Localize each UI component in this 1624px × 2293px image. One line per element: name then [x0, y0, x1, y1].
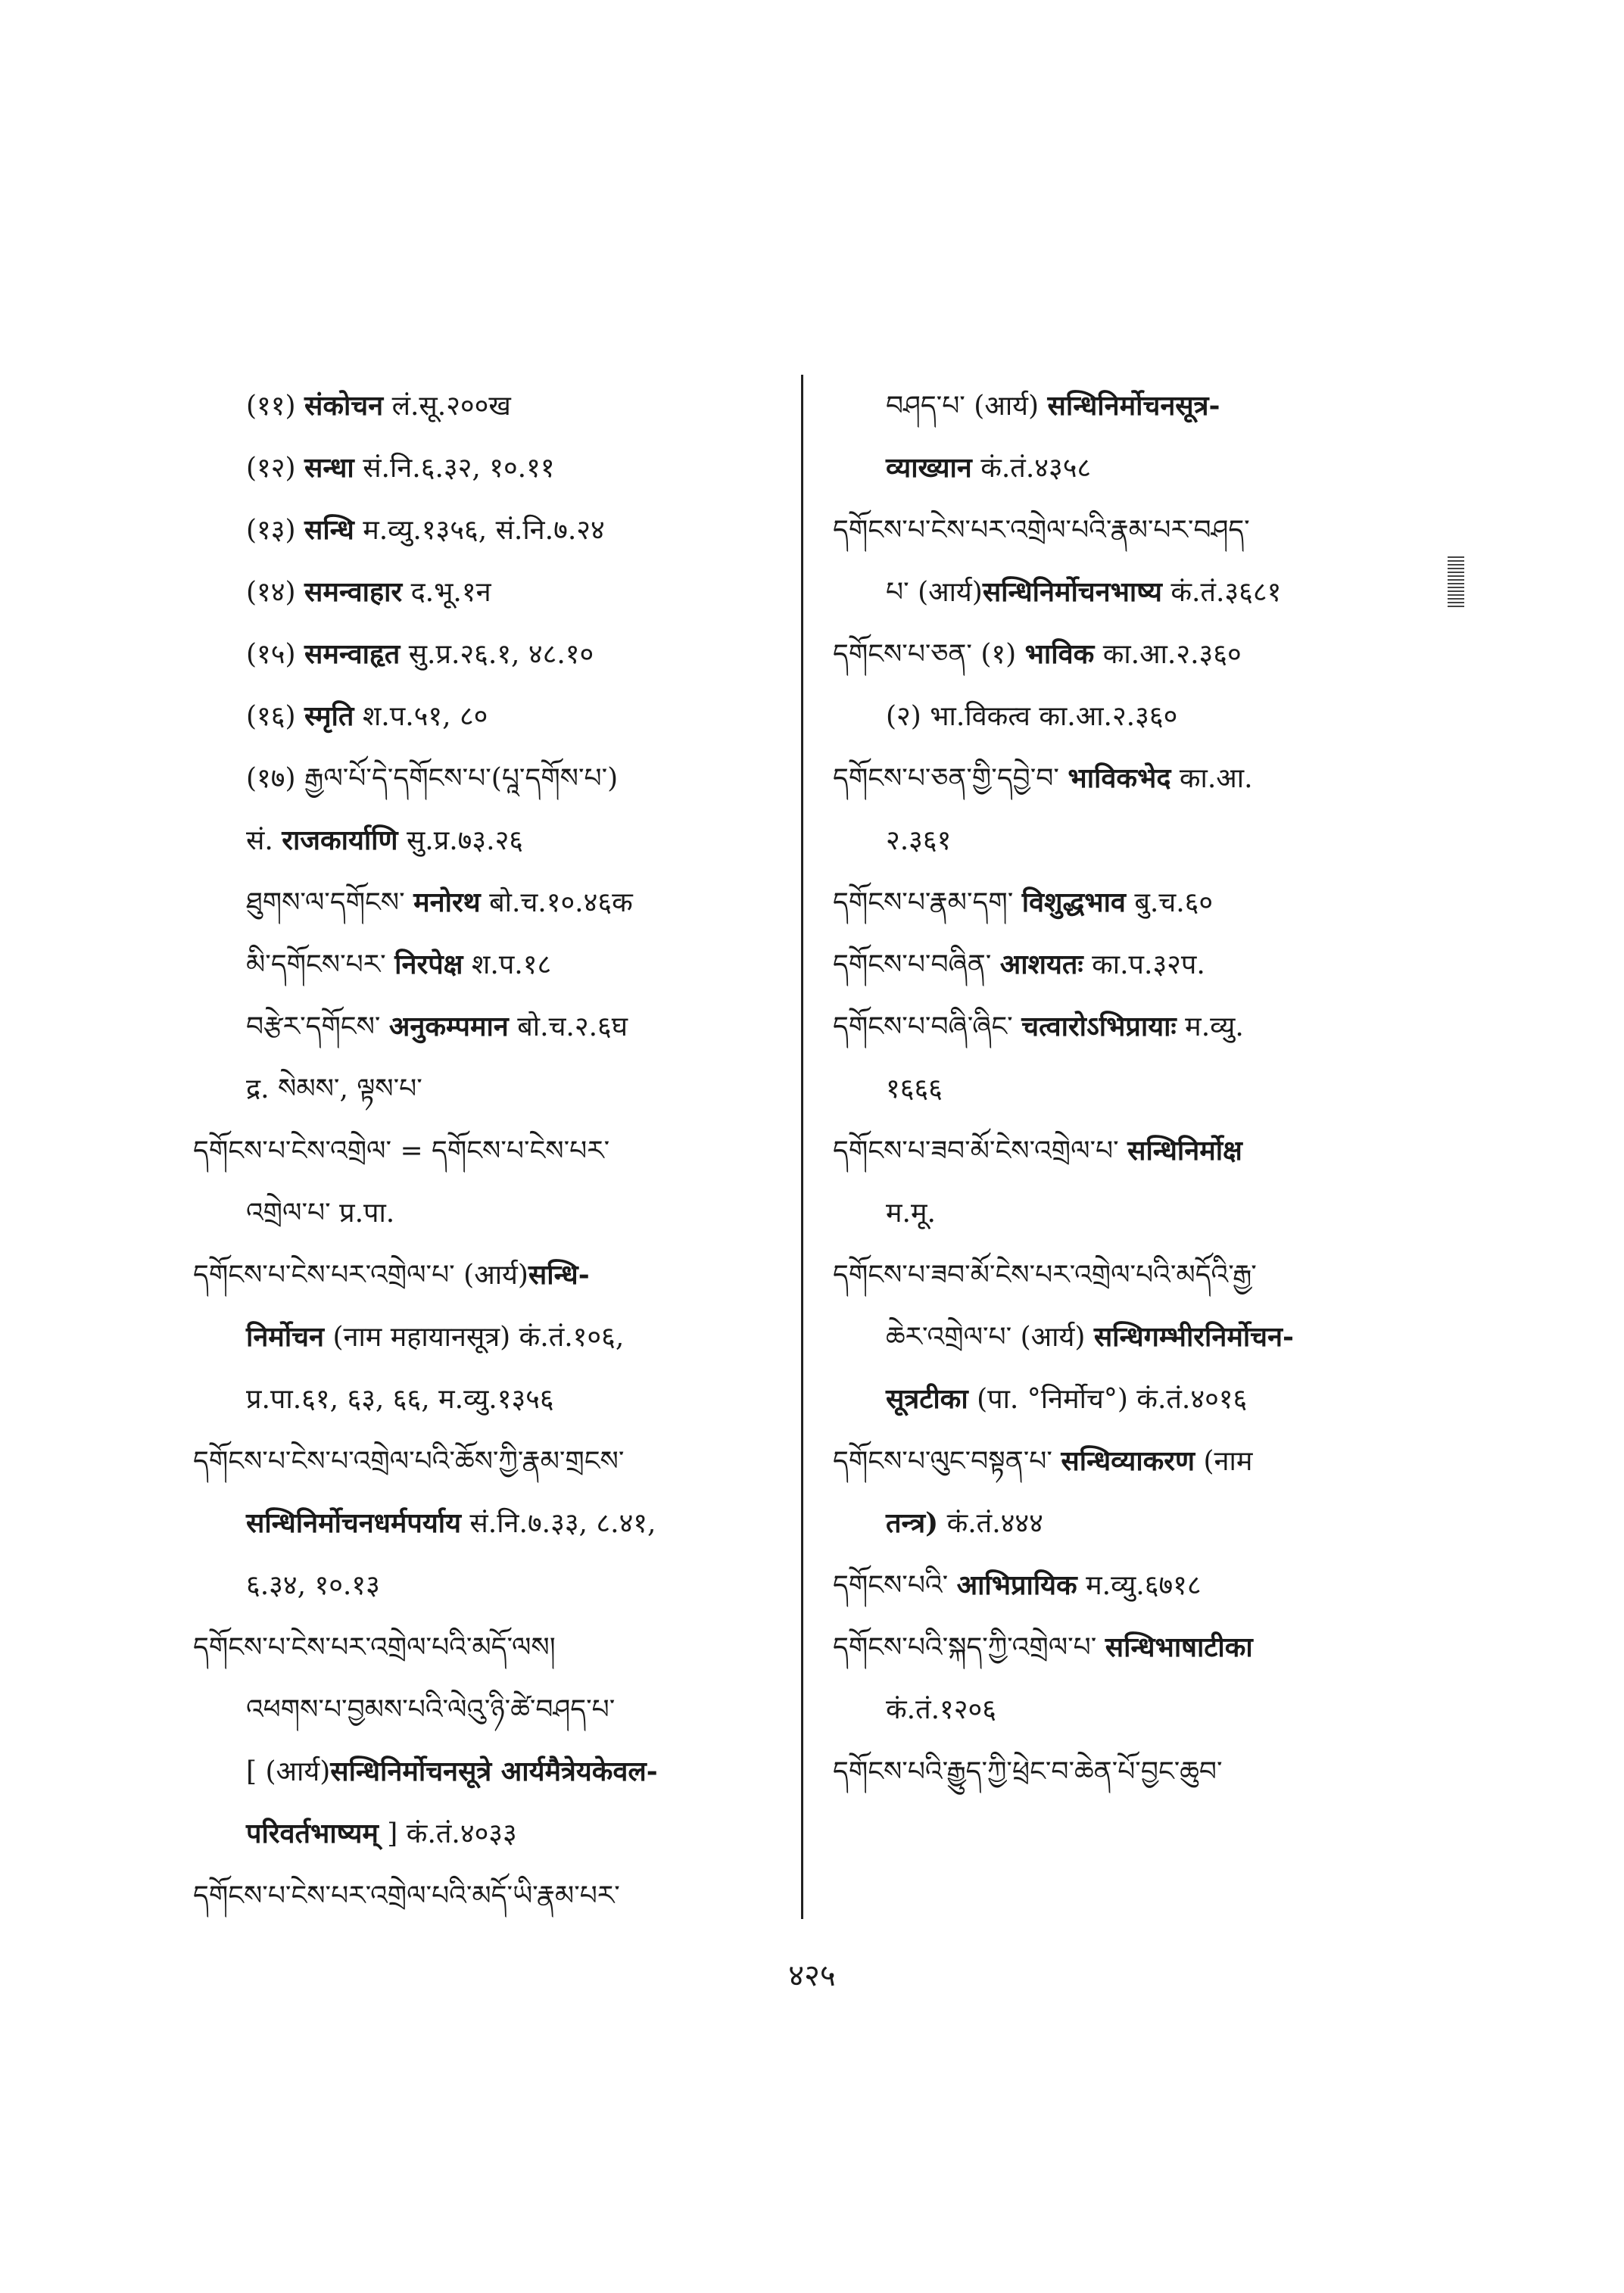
dictionary-line: [193, 1058, 791, 1120]
entry-text: बो.च.२.६घ: [508, 1011, 628, 1042]
left-column: [193, 375, 791, 1927]
entry-text: म.मू.: [886, 1198, 936, 1229]
dictionary-line: [833, 1678, 1439, 1740]
dictionary-line: [833, 933, 1439, 995]
dictionary-line: [193, 499, 791, 561]
entry-text: དགོངས་པ་ཟབ་མོ་ངེས་འགྲེལ་པ་: [833, 1136, 1128, 1167]
entry-text: (१७): [246, 763, 304, 794]
dictionary-line: [193, 1244, 791, 1306]
dictionary-line: [193, 871, 791, 933]
entry-text: དགོངས་པ་ཅན་གྱི་དབྱེ་བ་: [833, 763, 1068, 794]
entry-text: (२) भा.विकत्व का.आ.२.३६०: [886, 701, 1178, 732]
headword-sanskrit: तन्त्र): [886, 1507, 939, 1539]
dictionary-line: [833, 499, 1439, 561]
entry-text: བརྩེར་དགོངས་: [246, 1011, 389, 1042]
headword-sanskrit: राजकार्याणि: [282, 824, 398, 856]
headword-sanskrit: आशयतः: [999, 949, 1083, 980]
entry-text: དགོངས་པ་ངེས་པར་འགྲེལ་པའི་མདོ་ཡི་རྣམ་པར་: [193, 1880, 620, 1911]
dictionary-line: [833, 995, 1439, 1058]
dictionary-line: [833, 1058, 1439, 1120]
dictionary-line: [193, 561, 791, 623]
headword-sanskrit: सन्धिनिर्मोचनधर्मपर्याय: [246, 1507, 461, 1539]
dictionary-line: [193, 1865, 791, 1927]
headword-sanskrit: भाविक: [1024, 638, 1095, 670]
entry-text: सं.नि.६.३२, १०.११: [354, 453, 555, 484]
entry-text: དགོངས་པ་ངེས་པ་འགྲེལ་པའི་ཆོས་ཀྱི་རྣམ་གྲངས་: [193, 1446, 625, 1477]
headword-sanskrit: सन्धिनिर्मोचनसूत्र-: [1047, 390, 1220, 422]
entry-text: द.भू.१न: [402, 577, 491, 608]
page-number: ४२५: [788, 1958, 836, 1993]
headword-sanskrit: सन्धि: [304, 514, 354, 546]
dictionary-line: [193, 1616, 791, 1678]
entry-text: प्र.पा.६१, ६३, ६६, म.व्यु.१३५६: [246, 1384, 554, 1415]
headword-sanskrit: चत्वारोऽभिप्रायाः: [1021, 1011, 1177, 1042]
entry-text: ] कं.तं.४०३३: [378, 1818, 517, 1849]
dictionary-line: [833, 1492, 1439, 1554]
entry-text: [ (आर्य): [246, 1756, 331, 1787]
headword-sanskrit: भाविकभेद: [1068, 762, 1171, 794]
dictionary-line: [833, 561, 1439, 623]
headword-sanskrit: आभिप्रायिक: [956, 1569, 1077, 1601]
dictionary-line: [193, 809, 791, 871]
margin-marker: [1448, 556, 1464, 608]
dictionary-line: [833, 747, 1439, 809]
entry-text: དགོངས་པའི་སྐད་ཀྱི་འགྲེལ་པ་: [833, 1632, 1105, 1663]
entry-text: ཐུགས་ལ་དགོངས་: [246, 887, 414, 918]
entry-text: द्र.: [246, 1073, 279, 1104]
dictionary-line: [833, 1306, 1439, 1368]
entry-text: དགོངས་པ་ཟབ་མོ་ངེས་པར་འགྲེལ་པའི་མདོའི་རྒྱ་: [833, 1260, 1257, 1291]
entry-text: དགོངས་པ་ལུང་བསྟན་པ་: [833, 1446, 1061, 1477]
entry-text: (पा. °निर्मोच°) कं.तं.४०१६: [968, 1384, 1248, 1415]
entry-text: དགོངས་པ་ངེས་པར་འགྲེལ་པའི་རྣམ་པར་བཤད་: [833, 515, 1250, 546]
entry-text: (१२): [246, 453, 304, 484]
dictionary-line: [193, 623, 791, 685]
headword-sanskrit: व्याख्यान: [886, 452, 972, 484]
dictionary-line: [193, 995, 791, 1058]
entry-text: १६६६: [886, 1073, 943, 1104]
entry-text: དགོངས་པའི་: [833, 1570, 957, 1601]
entry-text: ཆེར་འགྲེལ་པ་ (आर्य): [886, 1322, 1094, 1353]
dictionary-line: [833, 1554, 1439, 1616]
dictionary-line: [193, 1740, 791, 1802]
dictionary-line: [193, 375, 791, 437]
entry-text: म.व्यु.६७१८: [1077, 1570, 1202, 1601]
headword-sanskrit: समन्वाहार: [304, 576, 403, 608]
headword-sanskrit: मनोरथ: [413, 886, 481, 918]
entry-text: དགོངས་པ་ངེས་པར་འགྲེལ་པའི་མདོ་ལས།: [193, 1632, 556, 1663]
entry-text: དགོངས་པ་ངེས་པར་འགྲེལ་པ་ (आर्य): [193, 1260, 528, 1291]
entry-text: པ་ (आर्य): [886, 577, 983, 608]
entry-text: དགོངས་པ་བཞིན་: [833, 949, 1000, 980]
dictionary-line: [193, 747, 791, 809]
entry-text: དགོངས་པ་ངེས་འགྲེལ་ = དགོངས་པ་ངེས་པར་: [193, 1136, 610, 1167]
headword-sanskrit: स्मृति: [304, 700, 354, 732]
entry-text: २.३६१: [886, 825, 952, 856]
dictionary-line: [193, 1368, 791, 1430]
entry-text: कं.तं.३६८१: [1161, 577, 1282, 608]
entry-text: ६.३४, १०.१३: [246, 1570, 380, 1601]
entry-text: श.प.१८: [463, 949, 552, 980]
dictionary-line: [833, 685, 1439, 747]
dictionary-line: [833, 375, 1439, 437]
headword-sanskrit: सन्धि-: [528, 1259, 590, 1291]
entry-text: བཤད་པ་ (आर्य): [886, 391, 1048, 422]
entry-text: सं.: [246, 825, 282, 856]
headword-sanskrit: अनुकम्पमान: [388, 1011, 509, 1042]
right-column: [833, 375, 1439, 1802]
entry-text: (१४): [246, 577, 304, 608]
entry-text: (१५): [246, 639, 304, 670]
entry-text: प्र.पा.: [339, 1198, 395, 1229]
entry-text: कं.तं.१२०६: [886, 1694, 996, 1725]
entry-text: མི་དགོངས་པར་: [246, 949, 395, 980]
entry-text: དགོངས་པ་རྣམ་དག་: [833, 887, 1022, 918]
dictionary-line: [833, 1182, 1439, 1244]
entry-text: (नाम महायानसूत्र) कं.तं.१०६,: [324, 1322, 625, 1353]
entry-text: बो.च.१०.४६क: [480, 887, 633, 918]
dictionary-line: [833, 1616, 1439, 1678]
headword-sanskrit: सन्धिभाषाटीका: [1105, 1631, 1253, 1663]
headword-sanskrit: सन्धिनिर्मोक्ष: [1127, 1135, 1242, 1167]
entry-text: का.आ.: [1170, 763, 1253, 794]
entry-text: འགྲེལ་པ་: [246, 1198, 340, 1229]
dictionary-line: [833, 809, 1439, 871]
headword-sanskrit: संकोचन: [304, 390, 384, 422]
headword-sanskrit: सन्धिव्याकरण: [1061, 1445, 1195, 1477]
dictionary-line: [193, 1430, 791, 1492]
headword-sanskrit: निर्मोचन: [246, 1321, 324, 1353]
dictionary-line: [193, 1678, 791, 1740]
dictionary-line: [833, 1244, 1439, 1306]
entry-text: (११): [246, 391, 304, 422]
headword-sanskrit: सन्धिनिर्मोचनभाष्य: [982, 576, 1162, 608]
dictionary-line: [833, 1120, 1439, 1182]
headword-sanskrit: सूत्रटीका: [886, 1383, 968, 1415]
entry-text: लं.सू.२००ख: [383, 391, 511, 422]
dictionary-line: [193, 1120, 791, 1182]
headword-sanskrit: सन्धिगम्भीरनिर्मोचन-: [1093, 1321, 1294, 1353]
headword-sanskrit: विशुद्धभाव: [1021, 886, 1126, 918]
headword-sanskrit: सन्धा: [304, 452, 354, 484]
entry-text: म.व्यु.१३५६, सं.नि.७.२४: [354, 515, 605, 546]
entry-text: का.प.३२प.: [1083, 949, 1205, 980]
entry-text: སེམས་, ལྟས་པ་: [278, 1073, 422, 1104]
entry-text: (१३): [246, 515, 304, 546]
dictionary-line: [833, 437, 1439, 499]
dictionary-line: [193, 1492, 791, 1554]
dictionary-line: [193, 933, 791, 995]
entry-text: རྒྱལ་པོ་དེ་དགོངས་པ་(པཱ་དགོས་པ་): [304, 763, 619, 794]
entry-text: འཕགས་པ་བྱམས་པའི་ལེའུ་ཉི་ཚེ་བཤད་པ་: [246, 1694, 616, 1725]
dictionary-line: [833, 623, 1439, 685]
dictionary-line: [833, 1430, 1439, 1492]
dictionary-line: [193, 1182, 791, 1244]
dictionary-line: [193, 1802, 791, 1865]
entry-text: बु.च.६०: [1125, 887, 1214, 918]
entry-text: कं.तं.४३५८: [971, 453, 1092, 484]
dictionary-line: [833, 1740, 1439, 1802]
entry-text: का.आ.२.३६०: [1094, 639, 1242, 670]
headword-sanskrit: सन्धिनिर्मोचनसूत्रे आर्यमैत्रेयकेवल-: [330, 1756, 658, 1787]
entry-text: सं.नि.७.३३, ८.४१,: [460, 1508, 656, 1539]
entry-text: म.व्यु.: [1176, 1011, 1244, 1042]
dictionary-line: [193, 1554, 791, 1616]
dictionary-line: [833, 871, 1439, 933]
entry-text: कं.तं.४४४: [938, 1508, 1043, 1539]
entry-text: (१६): [246, 701, 304, 732]
entry-text: सु.प्र.२६.१, ४८.१०: [400, 639, 594, 670]
column-divider: [801, 375, 803, 1919]
dictionary-line: [833, 1368, 1439, 1430]
headword-sanskrit: परिवर्तभाष्यम्: [246, 1818, 379, 1849]
entry-text: श.प.५१, ८०: [354, 701, 488, 732]
entry-text: དགོངས་པ་ཅན་ (१): [833, 639, 1025, 670]
dictionary-line: [193, 685, 791, 747]
headword-sanskrit: समन्वाहृत: [304, 638, 401, 670]
entry-text: དགོངས་པ་བཞི་ཞིང་: [833, 1011, 1022, 1042]
dictionary-line: [193, 437, 791, 499]
dictionary-line: [193, 1306, 791, 1368]
headword-sanskrit: निरपेक्ष: [394, 949, 463, 980]
entry-text: सु.प्र.७३.२६: [397, 825, 524, 856]
entry-text: དགོངས་པའི་རྒྱུད་ཀྱི་ཕྲེང་བ་ཆེན་པོ་བྱང་ཆུབ་: [833, 1756, 1223, 1787]
entry-text: (नाम: [1195, 1446, 1253, 1477]
